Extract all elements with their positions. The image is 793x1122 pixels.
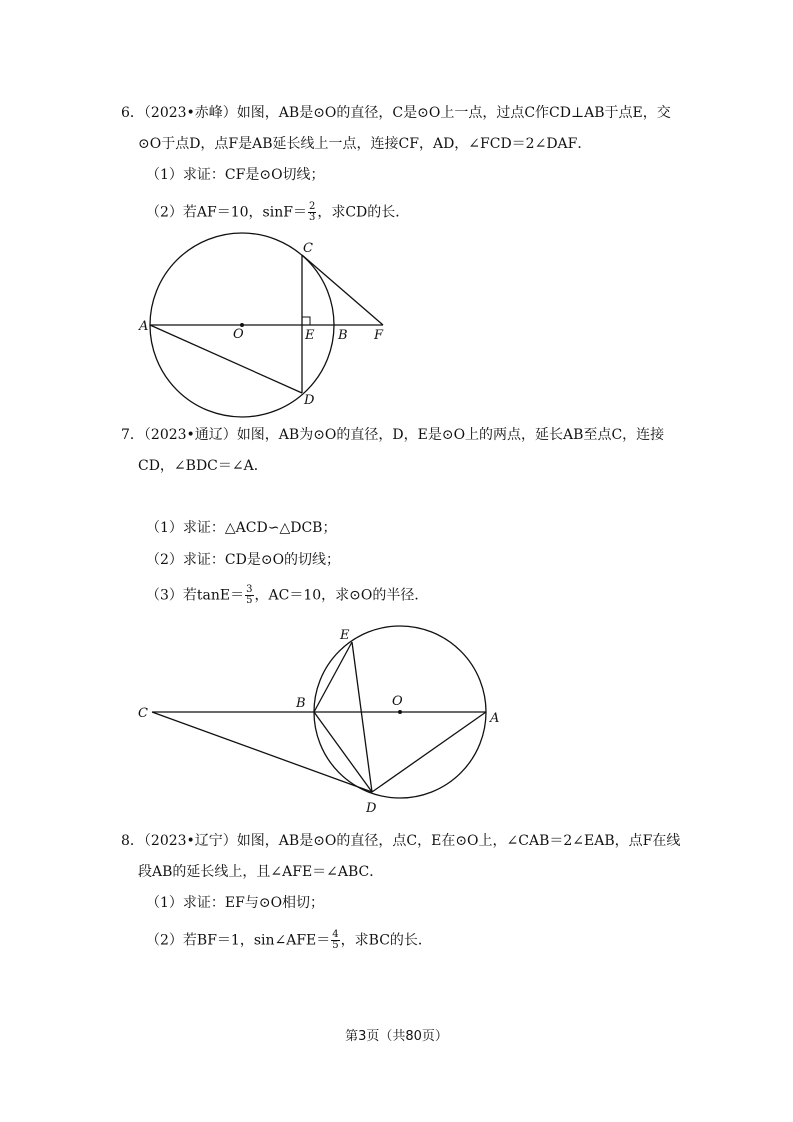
q7-segment-CD [152,712,372,792]
q7-label-O: O [392,694,403,709]
q8-part2-post: ，求BC的长． [340,932,432,949]
q7-part2: （2）求证：CD是⊙O的切线； [146,552,341,568]
q6-part1: （1）求证：CF是⊙O切线； [146,167,325,183]
q6-line2: ⊙O于点D，点F是AB延长线上一点，连接CF，AD，∠FCD＝2∠DAF． [138,136,592,152]
q6-frac-num: 2 [308,201,316,212]
q6-label-A: A [139,319,149,334]
page-footer: 第3页（共80页） [345,1029,448,1044]
q7-frac-den: 5 [246,595,253,606]
q7-label-C: C [138,706,148,721]
q7-line2: CD，∠BDC＝∠A． [138,458,268,474]
q6-label-E: E [305,328,315,343]
q7-line1: 7．（2023•通辽）如图，AB为⊙O的直径，D，E是⊙O上的两点，延长AB至点C，连接 [121,427,665,443]
q6-part2-post: ，求CD的长． [317,204,410,221]
q6-label-D: D [304,393,315,408]
q8-line2: 段AB的延长线上，且∠AFE＝∠ABC． [138,864,384,880]
q7-label-A: A [490,711,500,726]
q6-line1: 6．（2023•赤峰）如图，AB是⊙O的直径，C是⊙O上一点，过点C作CD⊥AB于点E，交 [121,105,671,121]
q8-fraction [331,930,339,951]
q8-part2 [146,930,432,951]
q7-segment-DA [372,712,486,792]
q6-label-O: O [233,327,244,342]
q6-label-B: B [338,328,348,343]
q8-part1: （1）求证：EF与⊙O相切； [146,895,325,911]
q7-part1: （1）求证：△ACD∽△DCB； [146,520,337,536]
q6-label-C: C [303,241,313,256]
q7-frac-num: 3 [246,584,253,595]
q8-frac-den: 5 [332,940,339,951]
q8-part2-pre: （2）若BF＝1，sin∠AFE＝ [146,932,331,949]
q7-label-E: E [340,628,350,643]
q6-part2-pre: （2）若AF＝10，sinF＝ [146,204,307,221]
q7-part3-pre: （3）若tanE＝ [146,587,245,604]
q7-center-dot [398,710,402,714]
q7-label-D: D [366,801,377,816]
q6-label-F: F [374,328,384,343]
q7-label-B: B [296,696,306,711]
q8-frac-num: 4 [332,929,339,940]
q7-part3-post: ，AC＝10，求⊙O的半径． [254,587,429,604]
q6-frac-den: 3 [308,212,316,223]
q7-segment-EB [314,642,352,712]
q8-line1: 8．（2023•辽宁）如图，AB是⊙O的直径，点C，E在⊙O上，∠CAB＝2∠EAB，点F在线 [121,833,681,849]
